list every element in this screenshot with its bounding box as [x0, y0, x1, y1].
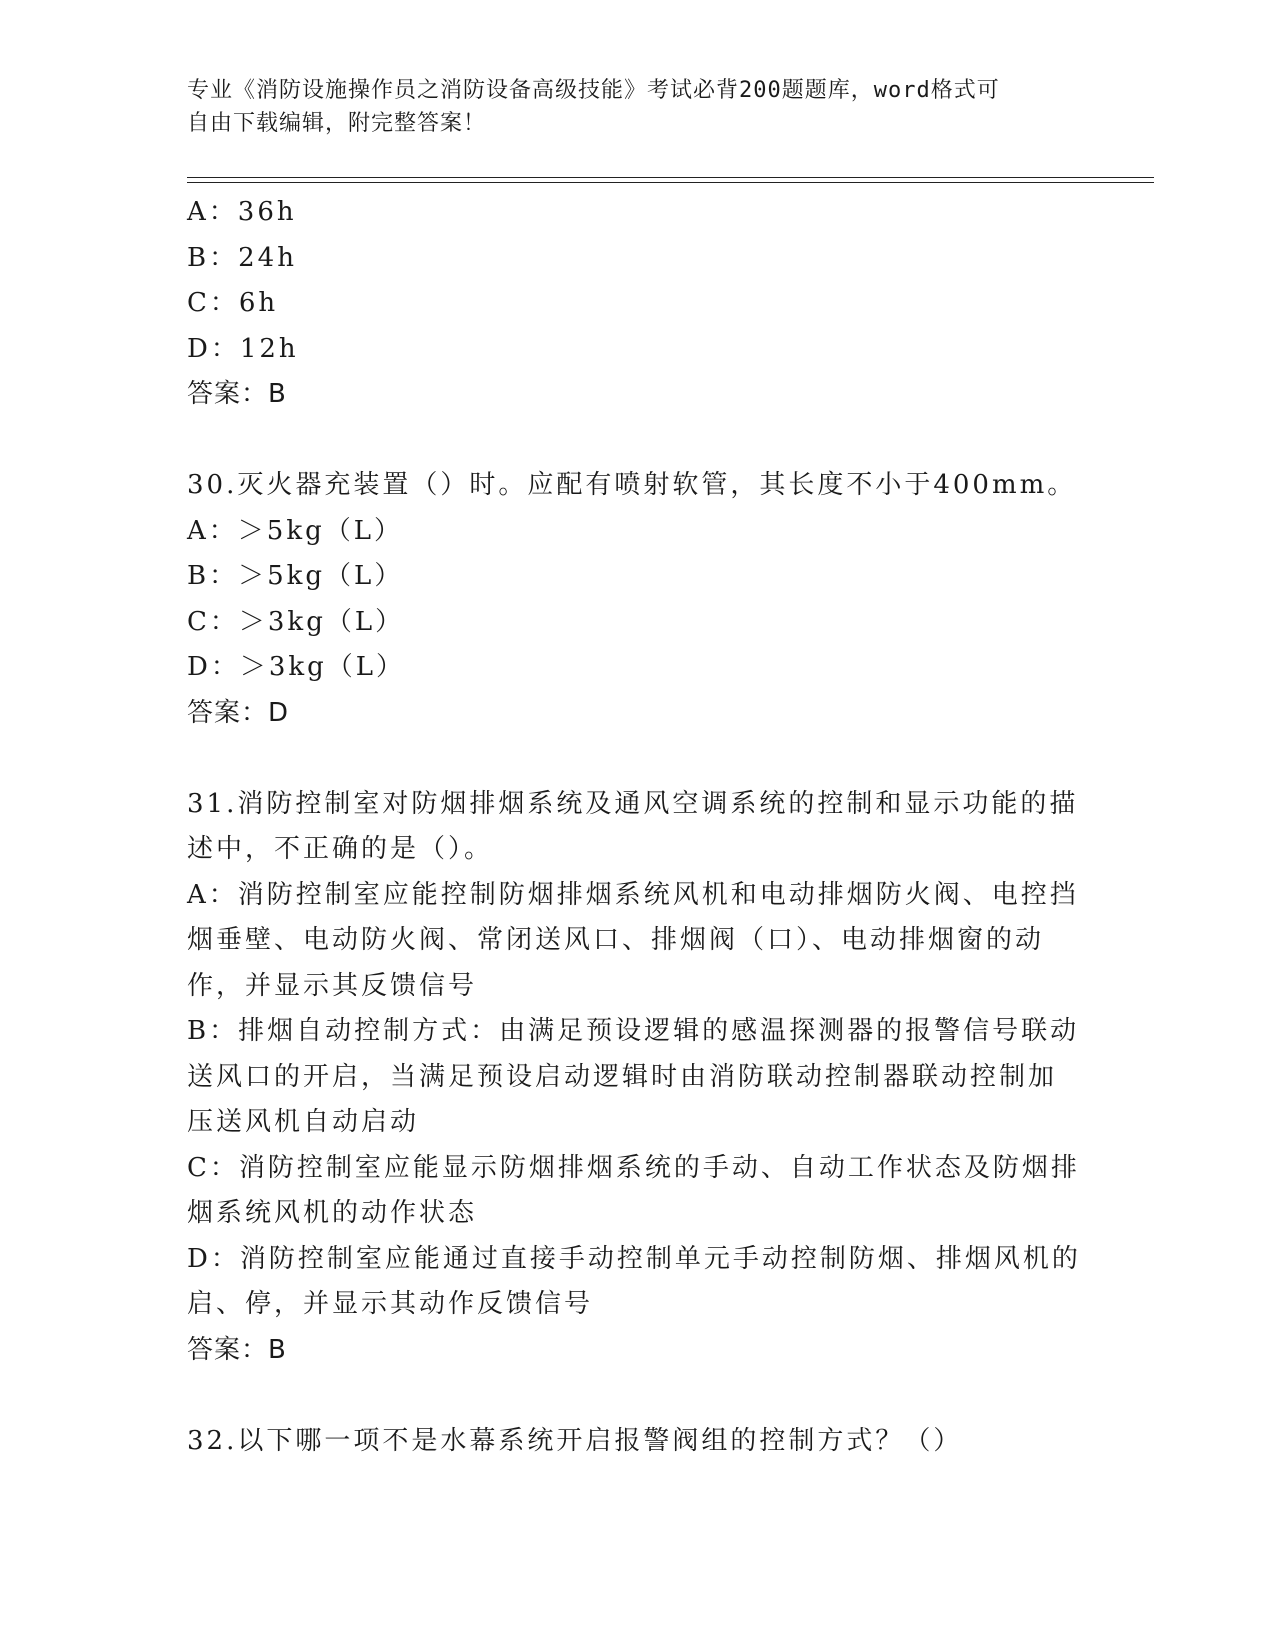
question-32: [187, 1419, 1087, 1465]
question-gap: [187, 736, 1087, 782]
option-d: D：12h: [187, 333, 299, 364]
header-line-1: 专业《消防设施操作员之消防设备高级技能》考试必背200题题库，word格式可: [187, 78, 1000, 103]
question-gap: [187, 1373, 1087, 1419]
header-divider-bottom: [187, 182, 1154, 183]
question-list: [187, 190, 1087, 1464]
option-b: 送风口的开启，当满足预设启动逻辑时由消防联动控制器联动控制加: [187, 1061, 1058, 1092]
question-gap: [187, 418, 1087, 464]
document-header: [187, 74, 1067, 140]
answer-line: 答案：D: [187, 697, 290, 728]
option-a: A：消防控制室应能控制防烟排烟系统风机和电动排烟防火阀、电控挡: [187, 879, 1079, 910]
header-divider-top: [187, 177, 1154, 178]
option-d: 启、停，并显示其动作反馈信号: [187, 1289, 594, 1319]
option-b: B：排烟自动控制方式：由满足预设逻辑的感温探测器的报警信号联动: [187, 1016, 1080, 1046]
question-29: [187, 190, 1087, 418]
header-line-2: 自由下载编辑，附完整答案！: [187, 111, 487, 136]
question-stem: 述中，不正确的是（）。: [187, 834, 494, 864]
option-d: D：＞3kg（L）: [187, 652, 406, 682]
option-b: 压送风机自动启动: [187, 1107, 420, 1137]
option-a: A：＞5kg（L）: [187, 515, 403, 546]
answer-line: 答案：B: [187, 1334, 287, 1365]
option-c: C：＞3kg（L）: [187, 606, 405, 637]
option-d: D：消防控制室应能通过直接手动控制单元手动控制防烟、排烟风机的: [187, 1243, 1081, 1274]
question-stem: 31.消防控制室对防烟排烟系统及通风空调系统的控制和显示功能的描: [187, 788, 1079, 819]
option-c: C：6h: [187, 288, 279, 318]
option-c: C：消防控制室应能显示防烟排烟系统的手动、自动工作状态及防烟排: [187, 1152, 1080, 1183]
option-b: B：24h: [187, 242, 297, 273]
option-c: 烟系统风机的动作状态: [187, 1198, 478, 1228]
option-a: A：36h: [187, 197, 297, 227]
question-30: [187, 463, 1087, 736]
question-stem: 30.灭火器充装置（）时。应配有喷射软管，其长度不小于400mm。: [187, 470, 1077, 500]
option-b: B：＞5kg（L）: [187, 561, 404, 591]
option-a: 作，并显示其反馈信号: [187, 970, 478, 1001]
question-stem: 32.以下哪一项不是水幕系统开启报警阀组的控制方式？（）: [187, 1425, 963, 1456]
question-31: [187, 782, 1087, 1374]
option-a: 烟垂壁、电动防火阀、常闭送风口、排烟阀（口）、电动排烟窗的动: [187, 925, 1045, 955]
answer-line: 答案：B: [187, 379, 287, 409]
